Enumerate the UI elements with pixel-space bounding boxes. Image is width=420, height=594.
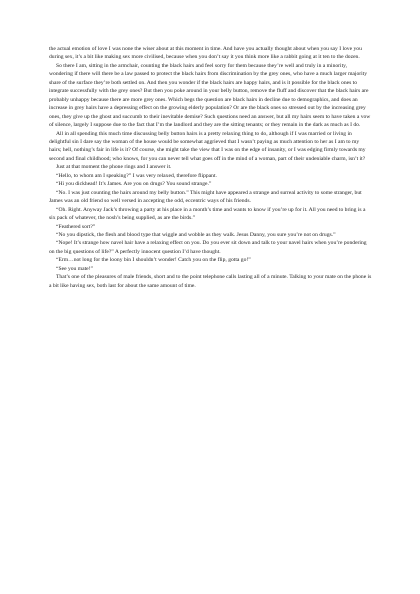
dialogue-line: “Feathered sort?” (56, 223, 96, 230)
dialogue-line: “Nope! It’s strange how navel hair have a relaxing effect on you. Do you ever sit down and talk to your navel hairs when you’re pondering on the big questions of life?” A perfectly innocent question I’d have thought. (49, 240, 367, 255)
paragraph: So there I am, sitting in the armchair, counting the black hairs and feel sorry for them because they’re well and truly in a minority, wondering if there will there be a law passed to protect the black hairs from discrimination by the grey ones, who have a much larger majority share of the surface they’re both settled on. And then you wonder if the black hairs are happy hairs, and is it possible for the black ones to integrate successfully with the grey ones? But then you poke around in your belly button, remove the fluff and discover that the black hairs are probably unhappy because there are more grey ones. Which begs the question are black hairs in decline due to demographics, and does an increase in grey hairs have a depressing effect on the growing elderly population? Or are the black ones so stressed out by the increasing grey ones, they give up the ghost and succumb to their inevitable demise? Such questions need an answer, but all my hairs seem to have taken a vow of silence, largely I suppose due to the fact that I’m the landlord and they are the sitting tenants; or they remain in the dark as much as I do. (49, 62, 371, 129)
dialogue-line: “No you dipstick, the flesh and blood type that wiggle and wobble as they walk. Jesus Danny, you sure you’re not on drugs.” (56, 231, 336, 238)
paragraph: That’s one of the pleasures of male friends, short and to the point telephone calls lasting all of a minute. Talking to your mate on the phone is a bit like having sex, both last for about the same amount of time. (49, 274, 372, 289)
paragraph: Just at that moment the phone rings and I answer it. (56, 164, 172, 171)
dialogue-line: “Hi you dickhead! It’s James. Are you on drugs? You sound strange.” (56, 181, 212, 188)
dialogue-line: “Hello, to whom am I speaking?” I was very relaxed, therefore flippant. (56, 172, 217, 179)
dialogue-line: “No. I was just counting the hairs around my belly button.” This might have appeared a strange and surreal activity to some stranger, but James was an old friend so well versed in accepting the odd, eccentric ways of his friends. (49, 189, 362, 205)
dialogue-line: “Oh. Right. Anyway Jack’s throwing a party at his place in a month’s time and wants to know if you’re up for it. All you need to bring is a six pack of whatever, the nosh’s being supplied, as are the birds.” (49, 206, 366, 222)
dialogue-line: “Erm…not long for the loony bin I shouldn’t wonder! Catch you on the flip, gotta go!” (56, 257, 251, 264)
body-text (49, 45, 372, 290)
paragraph: the actual emotion of love I was none the wiser about at this moment in time. And have you actually thought about when you say I love you during sex, it’s a bit like making sex more civilised, because when you don’t say it you think more like a rabbit going at it ten to the dozen. (49, 46, 362, 61)
dialogue-line: “See you mate!” (56, 265, 93, 272)
paragraph: All in all spending this much time discussing belly button hairs is a pretty relaxing thing to do, although if I was married or living in delightful sin I dare say the woman of the house would be somewhat aggrieved that I wasn’t paying as much attention to her as I am to my hairs; hell, nothing’s fair in life is it? Of course, she might take the view that I was on the edge of insanity, or I was edging firmly towards my second and final childhood; who knows, for you can never tell what goes off in the mind of a woman, part of their undeniable charm, isn’t it? (49, 130, 366, 162)
